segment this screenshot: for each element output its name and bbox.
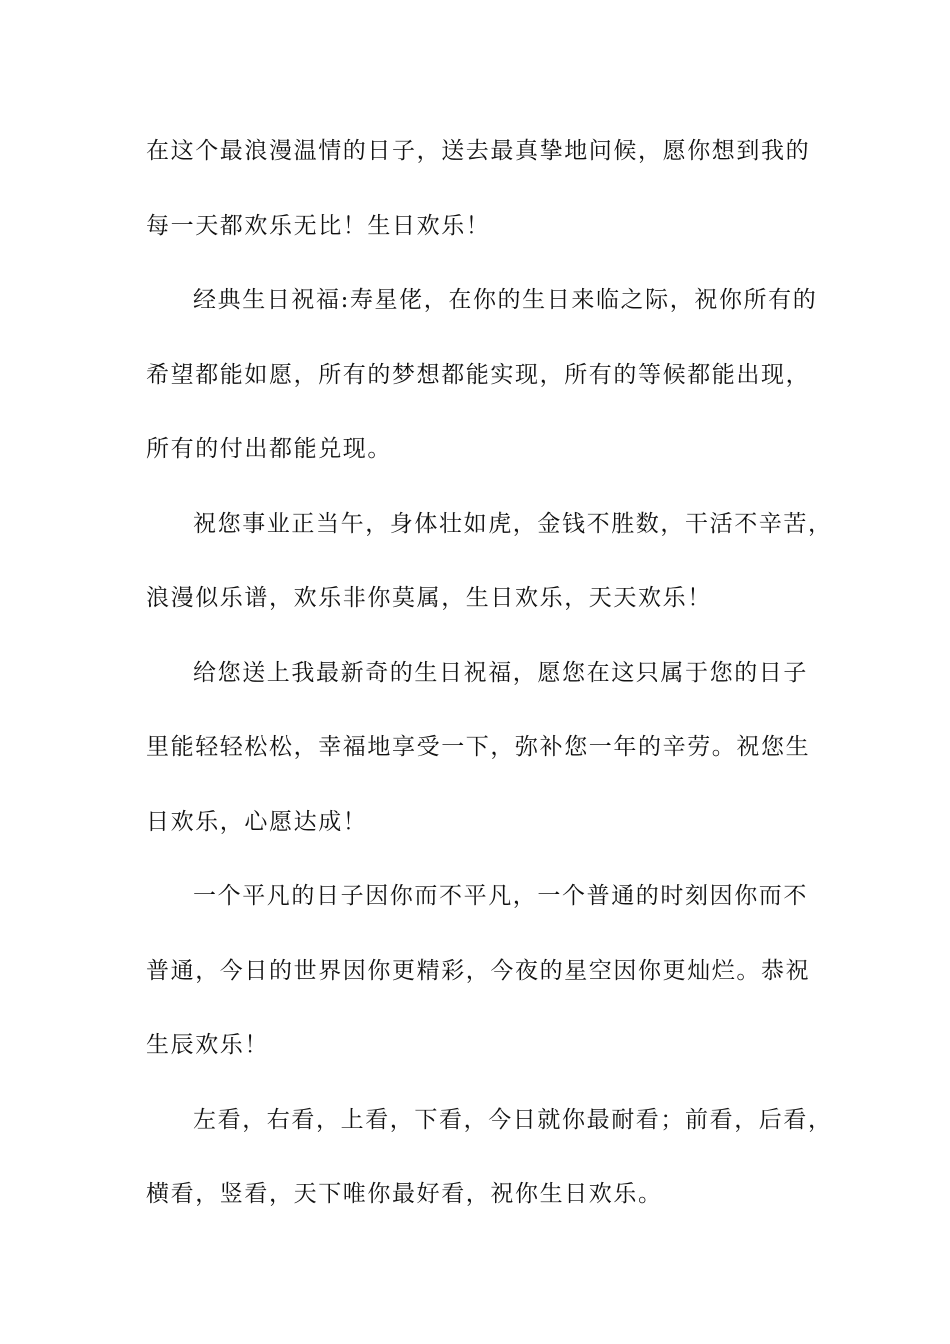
text-line: 在这个最浪漫温情的日子，送去最真挚地问候，愿你想到我的	[146, 138, 811, 164]
text-line: 横看，竖看，天下唯你最好看，祝你生日欢乐。	[146, 1181, 663, 1207]
paragraph-start-line: 一个平凡的日子因你而不平凡，一个普通的时刻因你而不	[193, 883, 808, 909]
text-line: 希望都能如愿，所有的梦想都能实现，所有的等候都能出现，	[146, 361, 811, 388]
text-line: 普通，今日的世界因你更精彩，今夜的星空因你更灿烂。恭祝	[146, 957, 811, 984]
paragraph-start-line: 左看，右看，上看，下看，今日就你最耐看；前看，后看，	[193, 1106, 833, 1133]
text-line: 生辰欢乐！	[146, 1032, 269, 1058]
text-line: 所有的付出都能兑现。	[146, 436, 392, 462]
text-line: 浪漫似乐谱，欢乐非你莫属，生日欢乐，天天欢乐！	[146, 585, 712, 611]
text-line: 里能轻轻松松，幸福地享受一下，弥补您一年的辛劳。祝您生	[146, 734, 811, 760]
text-line: 每一天都欢乐无比！生日欢乐！	[146, 212, 491, 239]
text-line: 日欢乐，心愿达成！	[146, 808, 368, 835]
document-body	[146, 130, 833, 1248]
paragraph-start-line: 祝您事业正当午，身体壮如虎，金钱不胜数，干活不辛苦，	[193, 510, 833, 537]
paragraph-start-line: 给您送上我最新奇的生日祝福，愿您在这只属于您的日子	[193, 659, 808, 686]
paragraph-start-line: 经典生日祝福:寿星佬，在你的生日来临之际，祝你所有的	[193, 287, 818, 313]
